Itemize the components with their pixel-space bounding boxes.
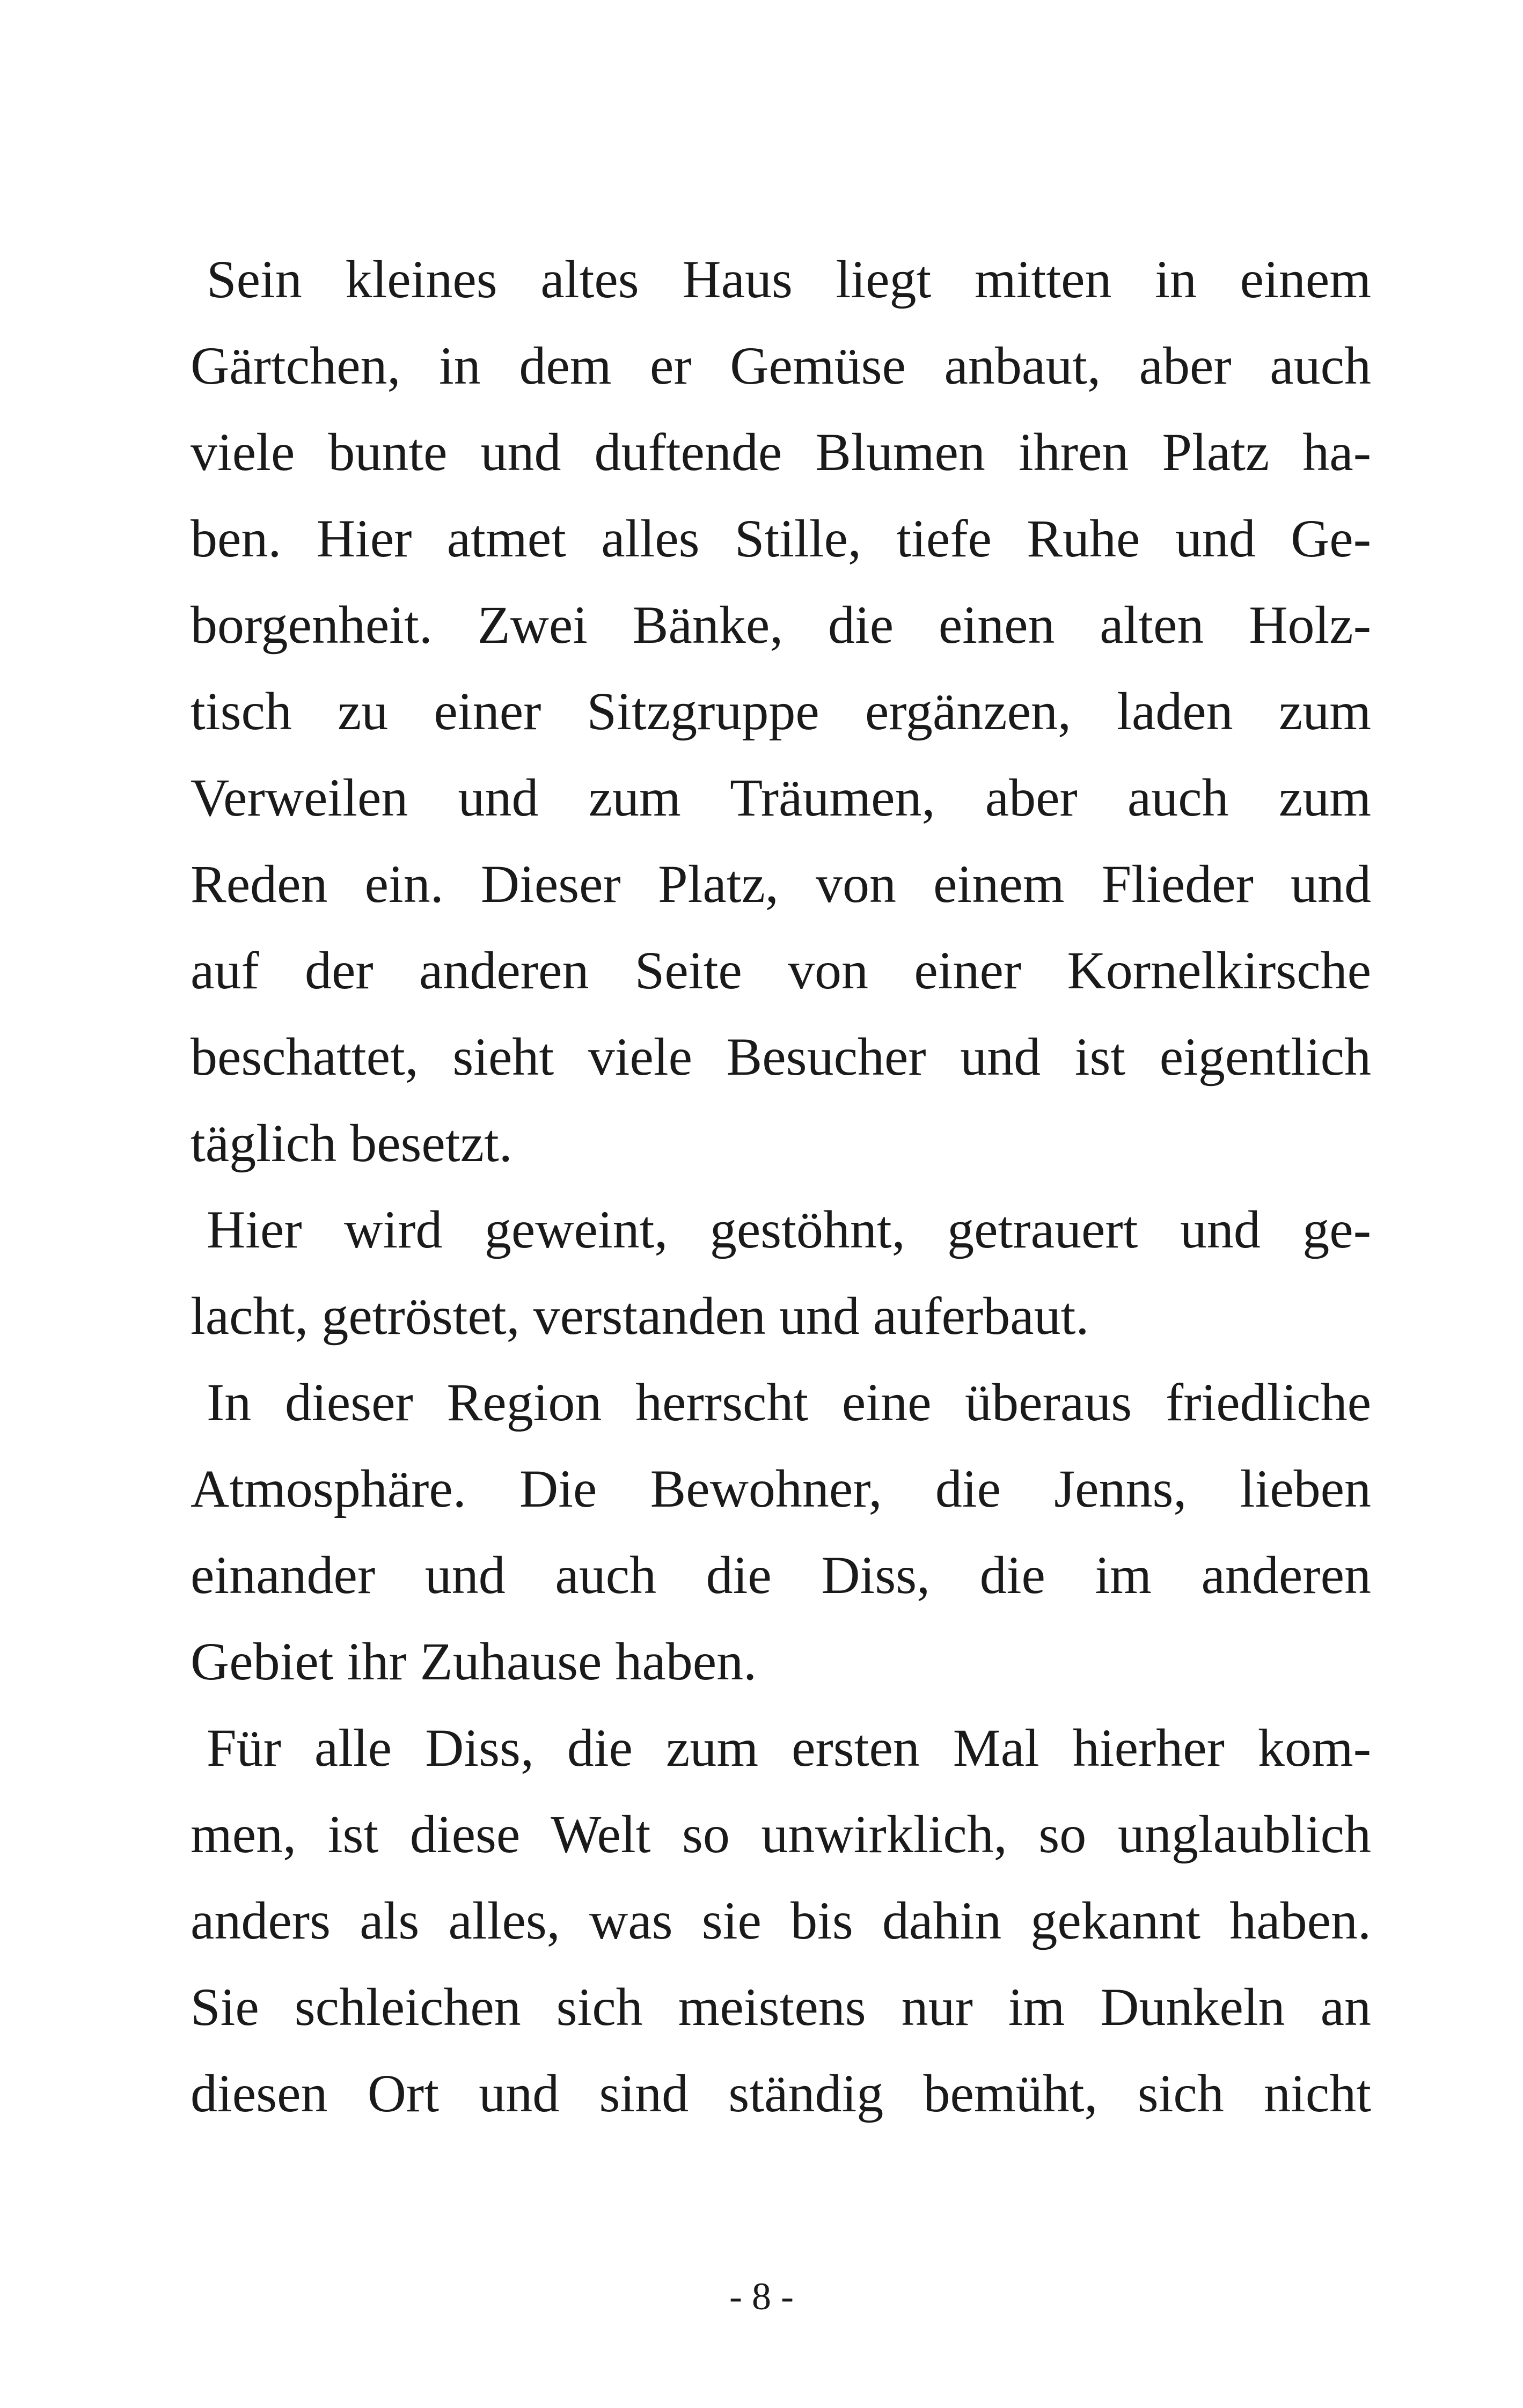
- text-line: lacht, getröstet, verstanden und auferbaut.: [191, 1286, 1089, 1346]
- text-line: borgenheit. Zwei Bänke, die einen alten Holz-: [191, 595, 1371, 655]
- body-text: [191, 236, 1371, 2137]
- text-line: ben. Hier atmet alles Stille, tiefe Ruhe und Ge-: [191, 509, 1371, 568]
- text-line: Für alle Diss, die zum ersten Mal hierher kom-: [207, 1718, 1371, 1778]
- text-line: anders als alles, was sie bis dahin gekannt haben.: [191, 1891, 1371, 1950]
- text-line: diesen Ort und sind ständig bemüht, sich nicht: [191, 2064, 1371, 2123]
- text-line: Hier wird geweint, gestöhnt, getrauert und ge-: [207, 1200, 1371, 1259]
- text-line: Sein kleines altes Haus liegt mitten in einem: [207, 249, 1371, 309]
- text-line: viele bunte und duftende Blumen ihren Platz ha-: [191, 422, 1371, 482]
- text-line: Gebiet ihr Zuhause haben.: [191, 1632, 757, 1691]
- text-line: beschattet, sieht viele Besucher und ist eigentlich: [191, 1027, 1371, 1086]
- text-line: Verweilen und zum Träumen, aber auch zum: [191, 768, 1371, 827]
- text-line: men, ist diese Welt so unwirklich, so unglaublich: [191, 1804, 1371, 1864]
- page-number: - 8 -: [729, 2275, 794, 2318]
- text-line: In dieser Region herrscht eine überaus friedliche: [207, 1372, 1371, 1432]
- text-line: Gärtchen, in dem er Gemüse anbaut, aber auch: [191, 336, 1371, 395]
- text-line: täglich besetzt.: [191, 1113, 512, 1173]
- text-line: Atmosphäre. Die Bewohner, die Jenns, lieben: [191, 1459, 1371, 1518]
- text-line: Reden ein. Dieser Platz, von einem Flieder und: [191, 854, 1371, 914]
- text-line: auf der anderen Seite von einer Kornelkirsche: [191, 941, 1371, 1000]
- text-line: einander und auch die Diss, die im anderen: [191, 1545, 1371, 1605]
- text-line: tisch zu einer Sitzgruppe ergänzen, laden zum: [191, 681, 1371, 741]
- text-line: Sie schleichen sich meistens nur im Dunkeln an: [191, 1977, 1371, 2037]
